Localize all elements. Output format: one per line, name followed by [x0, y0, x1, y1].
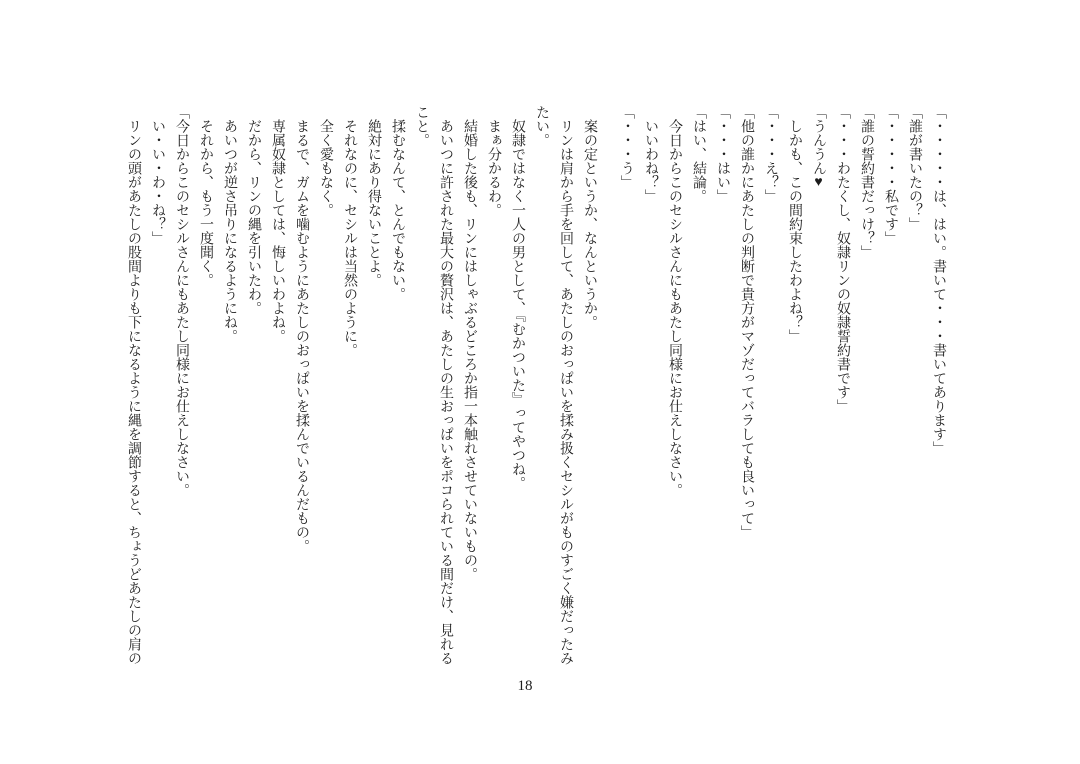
- text-line: だから、リンの縄を引いたわ。: [246, 105, 261, 315]
- text-line: 「誰が書いたの？」: [907, 105, 922, 231]
- vertical-text-block: [90, 105, 950, 677]
- text-line: 結婚した後も、リンにはしゃぶるどころか指一本触れさせていないもの。: [462, 105, 477, 581]
- text-line: 全く愛もなく。: [318, 105, 333, 217]
- text-line: 揉むなんて、とんでもない。: [390, 105, 405, 301]
- text-line: 案の定というか、なんというか。: [582, 105, 597, 329]
- text-line: 今日からこのセシルさんにもあたし同様にお仕えしなさい。: [667, 105, 682, 497]
- text-line: それなのに、セシルは当然のように。: [342, 105, 357, 357]
- text-line: あいつが逆さ吊りになるようにね。: [222, 105, 237, 343]
- text-line: たい。: [534, 105, 549, 147]
- text-line: 「・・・はい」: [715, 105, 730, 203]
- text-line: あいつに許された最大の贅沢は、あたしの生おっぱいをポコられている間だけ、見れる: [438, 105, 453, 665]
- text-line: しかも、この間約束したわよね？」: [787, 105, 802, 343]
- text-line: 「はい、結論。: [691, 105, 706, 203]
- text-line: 「今日からこのセシルさんにもあたし同様にお仕えしなさい。: [174, 105, 189, 497]
- text-line: 「・・・・・私です」: [883, 105, 898, 245]
- page-number: 18: [517, 678, 533, 694]
- text-line: 「うんうん♥: [811, 105, 826, 190]
- text-line: 「誰の誓約書だっけ？」: [859, 105, 874, 259]
- text-line: こと。: [414, 105, 429, 147]
- text-line: まぁ分かるわ。: [486, 105, 501, 217]
- text-line: いいわね？」: [643, 105, 658, 203]
- text-line: 「・・・・・は、はい。書いて・・・書いてあります」: [931, 105, 946, 455]
- text-line: まるで、ガムを噛むようにあたしのおっぱいを揉んでいるんだもの。: [294, 105, 309, 553]
- text-line: 「他の誰かにあたしの判断で貴方がマゾだってバラしても良いって」: [739, 105, 754, 539]
- text-line: 絶対にあり得ないことよ。: [366, 105, 381, 287]
- text-line: 「・・・え？」: [763, 105, 778, 203]
- text-line: リンは肩から手を回して、あたしのおっぱいを揉み扱くセシルがものすごく嫌だったみ: [558, 105, 573, 665]
- text-line: それから、もう一度聞く。: [198, 105, 213, 287]
- text-line: 「・・・う」: [619, 105, 634, 189]
- text-line: リンの頭があたしの股間よりも下になるように縄を調節すると、ちょうどあたしの肩の: [126, 105, 141, 665]
- text-line: 「・・・わたくし、奴隷リンの奴隷誓約書です」: [835, 105, 850, 413]
- text-line: 専属奴隷としては、悔しいわよね。: [270, 105, 285, 343]
- text-line: 奴隷ではなく一人の男として、『むかついた』ってやつね。: [510, 105, 525, 490]
- text-line: い・い・わ・ね？」: [150, 105, 165, 245]
